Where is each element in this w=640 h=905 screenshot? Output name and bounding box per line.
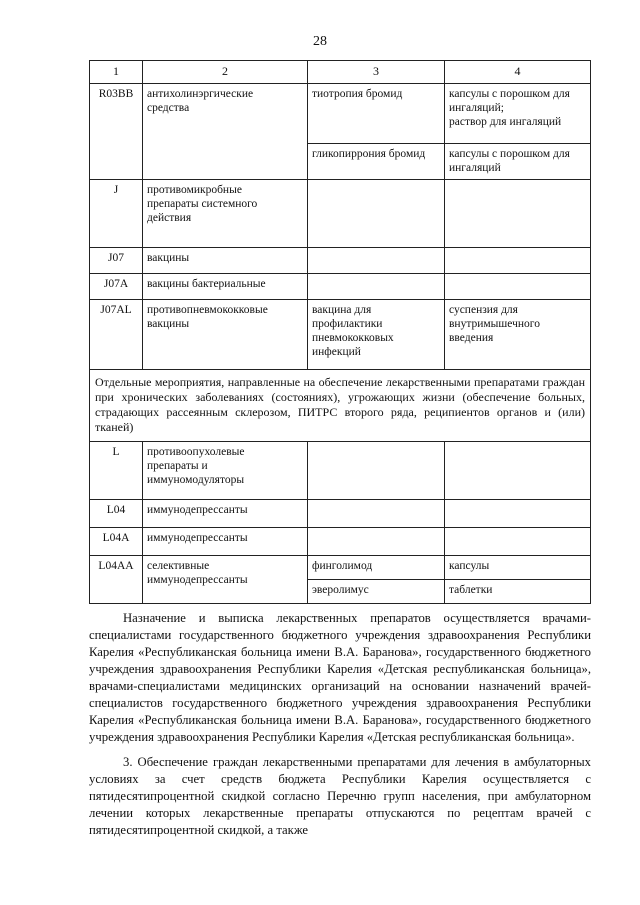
atc-group-name-text: иммунодепрессанты	[147, 532, 248, 544]
atc-group-name	[143, 500, 308, 528]
dosage-form-text: таблетки	[449, 584, 493, 596]
dosage-form	[445, 556, 591, 580]
paragraph-section-3: 3. Обеспечение граждан лекарственными препаратами для лечения в амбулаторных условиях за счет средств бюджета Республики Карелия осуществляется с пятидесятипроцентной скидкой согласно Перечню групп населения, при амбулаторном лечении которых лекарственные препараты отпускаются по рецептам врачей с пятидесятипроцентной скидкой, а также	[89, 755, 591, 837]
column-header-text: 2	[222, 64, 228, 78]
substance-name	[308, 274, 445, 300]
substance-name	[308, 300, 445, 370]
column-header	[143, 61, 308, 84]
column-header-text: 1	[113, 64, 119, 78]
atc-group-name	[143, 248, 308, 274]
atc-code	[90, 274, 143, 300]
atc-group-name	[143, 528, 308, 556]
dosage-form	[445, 442, 591, 500]
dosage-form-text: суспензия для внутримышечного введения	[449, 304, 540, 344]
table-row	[90, 180, 591, 248]
table-row	[90, 556, 591, 580]
substance-name-text: гликопиррония бромид	[312, 148, 426, 160]
dosage-form	[445, 144, 591, 180]
dosage-form	[445, 180, 591, 248]
atc-group-name-text: противопневмококковые вакцины	[147, 304, 268, 330]
dosage-form-text: капсулы с порошком для ингаляций; раствор для ингаляций	[449, 88, 570, 128]
table-row	[90, 300, 591, 370]
atc-code-text: R03BB	[98, 88, 134, 100]
atc-code-text: L	[112, 446, 120, 458]
atc-code-text: L04A	[102, 532, 130, 544]
atc-code	[90, 500, 143, 528]
atc-group-name	[143, 300, 308, 370]
table-header-row	[90, 61, 591, 84]
column-header	[90, 61, 143, 84]
paragraph-prescription: Назначение и выписка лекарственных препаратов осуществляется врачами-специалистами государственного бюджетного учреждения здравоохранения Республики Карелия «Республиканская больница имени В.А. Баранова», государственного бюджетного учреждения здравоохранения Республики Карелия «Детская республиканская больница», врачами-специалистами медицинских организаций на основании назначений врачей-специалистов государственного бюджетного учреждения здравоохранения Республики Карелия «Республиканская больница имени В.А. Баранова», государственного бюджетного учреждения здравоохранения Республики Карелия «Детская республиканская больница».	[89, 611, 591, 744]
atc-code-text: J	[113, 184, 119, 196]
substance-name	[308, 248, 445, 274]
dosage-form	[445, 84, 591, 144]
substance-name	[308, 580, 445, 604]
atc-group-name-text: иммунодепрессанты	[147, 504, 248, 516]
column-header-text: 3	[373, 64, 379, 78]
atc-group-name-text: селективные иммунодепрессанты	[147, 560, 248, 586]
substance-name	[308, 556, 445, 580]
table-row	[90, 274, 591, 300]
drug-table	[89, 60, 591, 604]
dosage-form	[445, 500, 591, 528]
substance-name-text: тиотропия бромид	[312, 88, 403, 100]
dosage-form	[445, 528, 591, 556]
atc-group-name-text: противомикробные препараты системного действия	[147, 184, 258, 224]
table-row	[90, 442, 591, 500]
table-row	[90, 528, 591, 556]
atc-code-text: J07A	[103, 278, 129, 290]
substance-name-text: эверолимус	[312, 584, 369, 596]
table-row	[90, 84, 591, 144]
substance-name	[308, 144, 445, 180]
atc-group-name-text: антихолинэргические средства	[147, 88, 254, 114]
substance-name	[308, 528, 445, 556]
atc-code-text: J07	[108, 252, 124, 264]
table-row	[90, 500, 591, 528]
dosage-form-text: капсулы с порошком для ингаляций	[449, 148, 570, 174]
atc-code-text: L04	[106, 504, 126, 516]
dosage-form	[445, 580, 591, 604]
column-header-text: 4	[514, 64, 521, 78]
atc-code	[90, 442, 143, 500]
substance-name	[308, 500, 445, 528]
table-note-row	[90, 370, 591, 442]
atc-group-name	[143, 556, 308, 604]
column-header	[445, 61, 591, 84]
substance-name-text: вакцина для профилактики пневмококковых инфекций	[312, 304, 394, 358]
atc-group-name	[143, 274, 308, 300]
dosage-form-text: капсулы	[449, 560, 490, 572]
substance-name	[308, 442, 445, 500]
atc-group-name	[143, 180, 308, 248]
substance-name	[308, 84, 445, 144]
atc-code	[90, 556, 143, 604]
column-header	[308, 61, 445, 84]
atc-group-name-text: противоопухолевые препараты и иммуномодуляторы	[147, 446, 245, 486]
page-number: 28	[313, 34, 327, 49]
dosage-form	[445, 248, 591, 274]
dosage-form	[445, 274, 591, 300]
atc-group-name	[143, 442, 308, 500]
atc-group-name	[143, 84, 308, 180]
atc-group-name-text: вакцины бактериальные	[147, 278, 266, 290]
dosage-form	[445, 300, 591, 370]
atc-code	[90, 84, 143, 180]
substance-name	[308, 180, 445, 248]
atc-code	[90, 180, 143, 248]
substance-name-text: финголимод	[312, 560, 373, 572]
table-row	[90, 248, 591, 274]
atc-code	[90, 528, 143, 556]
atc-code	[90, 248, 143, 274]
atc-code-text: J07AL	[100, 304, 132, 316]
atc-code-text: L04AA	[98, 560, 134, 572]
table-note: Отдельные мероприятия, направленные на обеспечение лекарственными препаратами граждан при хронических заболеваниях (состояниях), угрожающих жизни (обеспечение больных, страдающих рассеянным склерозом, ПИТРС второго ряда, реципиентов органов и (или) тканей)	[90, 370, 591, 442]
atc-code	[90, 300, 143, 370]
atc-group-name-text: вакцины	[147, 252, 190, 264]
